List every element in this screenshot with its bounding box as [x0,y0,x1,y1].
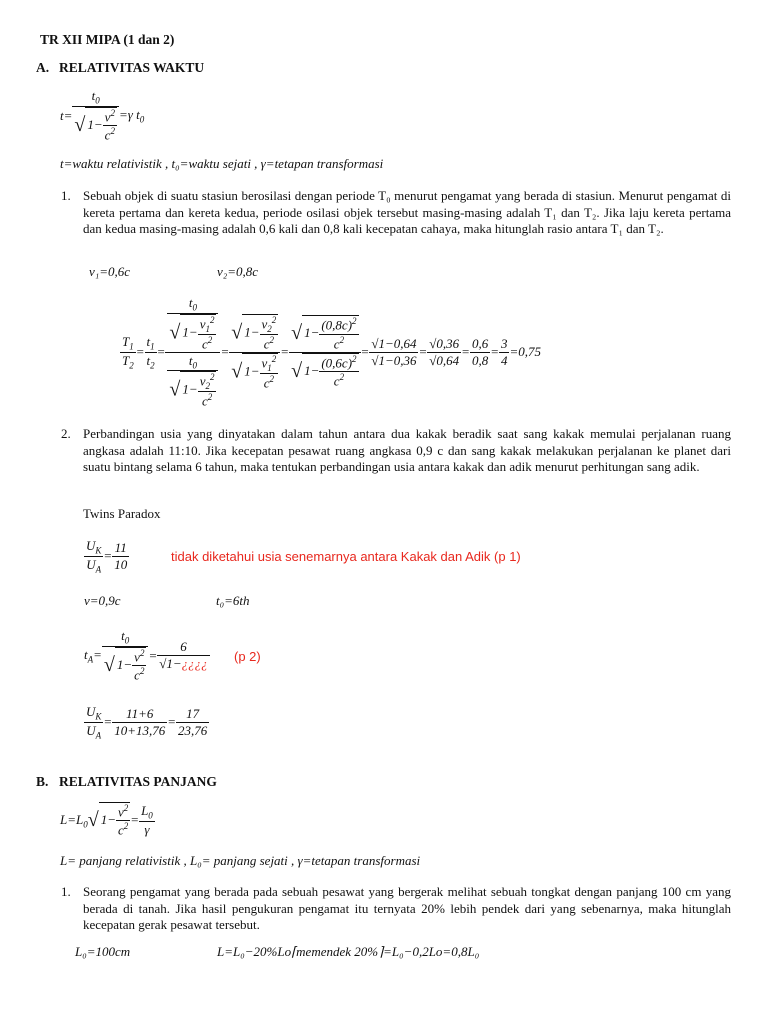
v2-value: v₂=0,8c [217,264,259,279]
question-a1-text: Sebuah objek di suatu stasiun berosilasi dengan periode T₀ menurut pengamat yang berada di stasiun. Menurut pengamat di kereta pertama dan kereta kedua, periode osilasi objek tersebut masing-masing adalah T₁ dan T₂. Jika laju kereta pertama dan kedua masing-masing adalah 0,6 kali dan 0,8 kali kecepatan cahaya, maka hitunglah rasio antara T₁ dan T₂. [83,188,731,236]
section-b-legend: L= panjang relativistik , L₀= panjang sejati , γ=tetapan transformasi [60,853,421,868]
proper-time-value: t₀=6th [216,593,250,608]
section-a-title: RELATIVITAS WAKTU [59,60,205,75]
question-a2-number: 2. [61,426,71,441]
length-contraction-formula: $L=L_0$ √ 1− $\frac{v^2}{c^2}$ = $\frac{L_0}{\gamma}$ [60,803,153,838]
age-ratio-initial: $\frac{U_K}{U_A}$ = $\frac{11}{10}$ [86,538,128,575]
section-a-legend: t=waktu relativistik , t₀=waktu sejati , γ=tetapan transformasi [60,156,384,171]
garbled-text: ¿¿¿¿ [181,656,208,672]
section-a-label: A. [36,60,50,75]
note-p2: (p 2) [234,649,261,664]
question-a1-number: 1. [61,188,71,203]
document-title: TR XII MIPA (1 dan 2) [40,32,175,47]
age-ratio-final: $\frac{U_K}{U_A}$ = $\frac{11+6}{10+13,76}$ = $\frac{17}{23,76}$ [86,704,208,741]
ratio-result: =0,75 [509,344,541,360]
question-b1-text: Seorang pengamat yang berada pada sebuah pesawat yang bergerak melihat sebuah tongkat dengan panjang 100 cm yang berada di tanah. Jika hasil pengukuran pengamat itu ternyata 20% lebih pendek dari yang sebenarnya, maka hitunglah kecepatan gerak pesawat tersebut. [83,884,731,932]
velocity-value: v=0,9c [84,593,121,608]
rest-length-value: L₀=100cm [75,944,131,959]
ratio-derivation: $\frac{T_1}{T_2}$ = $\frac{t_1}{t_2}$ = $t_0$ √ 1− $\frac{v_1^2}{c^2}$ $t_0$ √ 1− $\frac{v_2^2}{c^2}$ = √ 1− $\frac{v_2^2}{c^2}$ √ 1− $\frac{v_1^2}{c^2}$ = √ 1− $\frac{(0,8c)^2}{c^2}$ √ 1− $\frac{(0,6c)^2}{c^2}$ = $\frac{√1-0,64}{√1-0,36}$ = $\frac{√0,36}{√0,64}$ = $\frac{0,6}{0,8}$ = $\frac{3}{4}$ =0,75 [122,295,541,409]
section-b-label: B. [36,774,49,789]
note-p1: tidak diketahui usia senemarnya antara Kakak dan Adik (p 1) [171,549,521,564]
contracted-length-equation: L=L₀−20%Lo⌈memendek 20%⌉=L₀−0,2Lo=0,8L₀ [217,944,480,959]
question-a2-text: Perbandingan usia yang dinyatakan dalam tahun antara dua kakak beradik saat sang kakak memulai perjalanan ruang angkasa adalah 11:10. Jika kecepatan pesawat ruang angkasa 0,9 c dan sang kakak melakukan perjalanan ke planet dari suatu bintang selama 6 tahun, maka tentukan perbandingan usia antara kakak dan adik menurut perhitungan sang adik. [83,426,731,474]
time-dilation-formula: t= $t_0$ √ 1− $\frac{v^2}{c^2}$ =γ $t_0$ [60,88,145,143]
v1-value: v₁=0,6c [89,264,131,279]
twins-paradox-heading: Twins Paradox [83,506,161,521]
question-b1-number: 1. [61,884,71,899]
section-b-title: RELATIVITAS PANJANG [59,774,217,789]
dilated-time-formula: $t_A=$ $t_0$ √ 1− $\frac{v^2}{c^2}$ = $\frac{6}{√1-¿¿¿¿}$ [84,628,208,683]
